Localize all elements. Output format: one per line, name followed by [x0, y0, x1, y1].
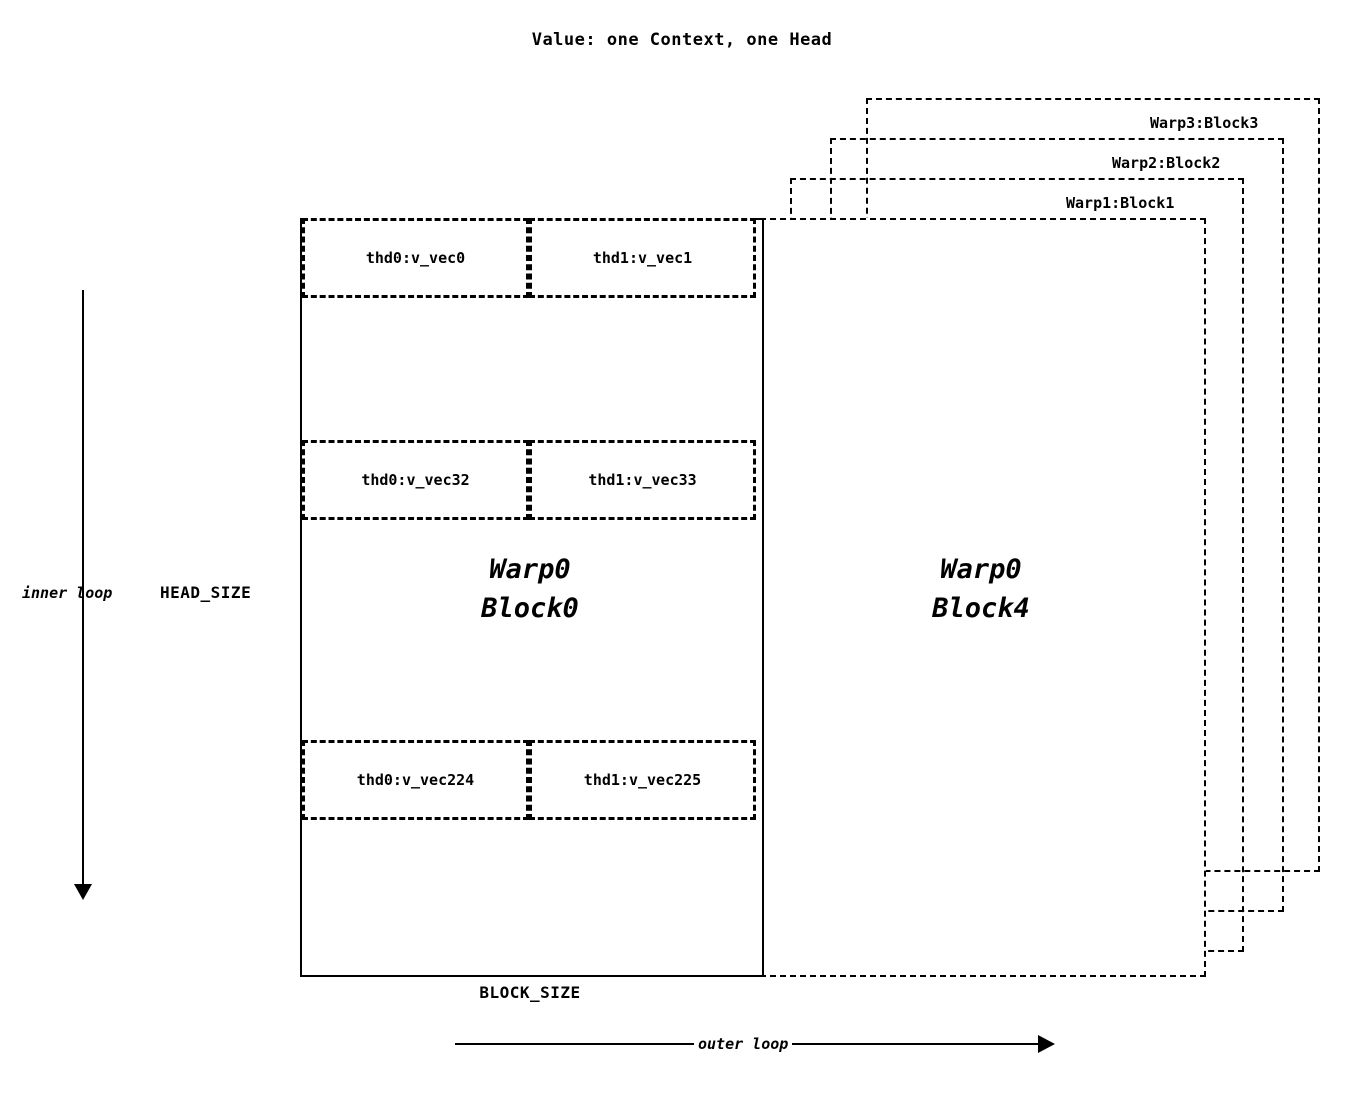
outer-loop-label: outer loop	[694, 1035, 792, 1053]
back-block-label-warp1: Warp1:Block1	[1066, 194, 1175, 212]
thread-cell: thd0:v_vec0	[302, 218, 529, 298]
block0-warp-line1: Warp0	[489, 554, 571, 585]
thread-cell: thd1:v_vec1	[529, 218, 756, 298]
head-size-label: HEAD_SIZE	[160, 583, 252, 602]
inner-loop-arrowhead-icon	[74, 884, 92, 900]
back-block-label-warp2: Warp2:Block2	[1112, 154, 1221, 172]
block4-warp-line2: Block4	[932, 593, 1030, 625]
thread-cell: thd1:v_vec33	[529, 440, 756, 520]
page-title: Value: one Context, one Head	[531, 30, 833, 50]
block0-warp-label	[300, 550, 760, 628]
thread-cell: thd1:v_vec225	[529, 740, 756, 820]
thread-cell: thd0:v_vec224	[302, 740, 529, 820]
block4-warp-label	[760, 550, 1202, 628]
outer-loop-arrowhead-icon	[1038, 1035, 1055, 1053]
block0-warp-line2: Block0	[481, 593, 579, 625]
thread-cell: thd0:v_vec32	[302, 440, 529, 520]
block-size-label: BLOCK_SIZE	[479, 983, 581, 1002]
back-block-label-warp3: Warp3:Block3	[1150, 114, 1259, 132]
inner-loop-label: inner loop	[22, 584, 113, 602]
block4-warp-line1: Warp0	[940, 554, 1022, 585]
